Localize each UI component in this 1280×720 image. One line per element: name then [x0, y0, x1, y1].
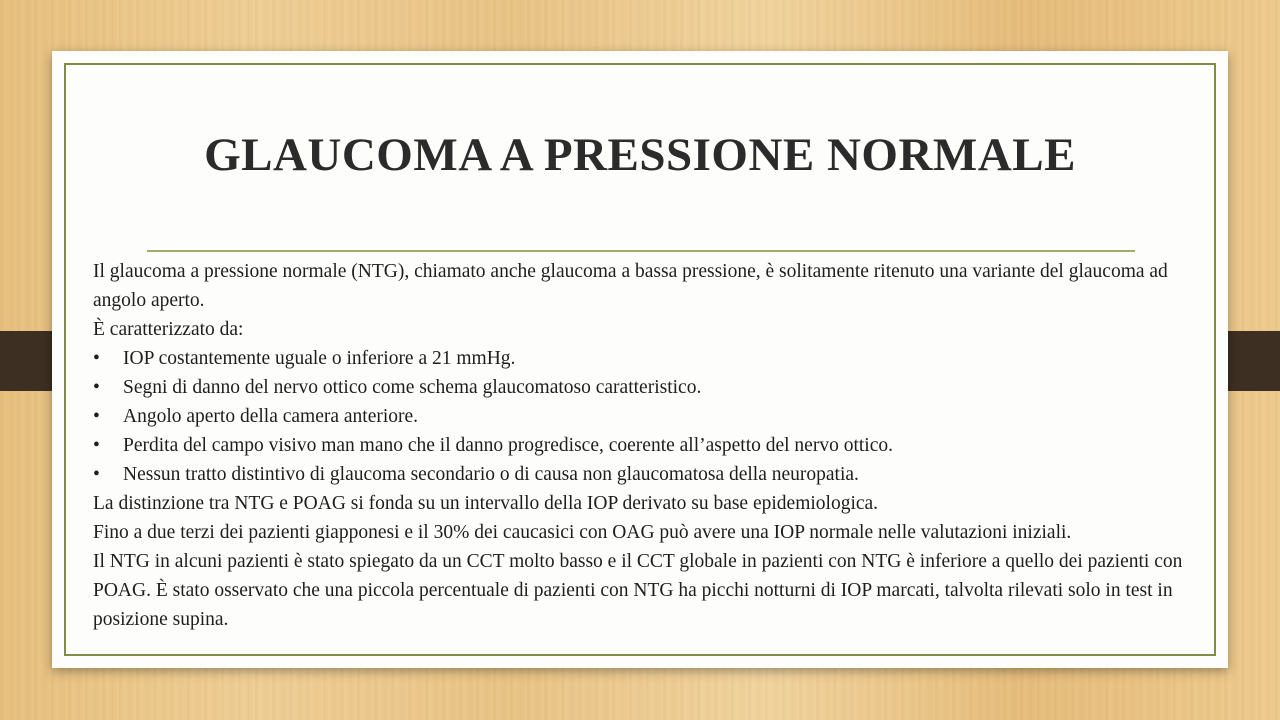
list-item-text: Nessun tratto distintivo di glaucoma secondario o di causa non glaucomatosa della neuropatia. — [123, 464, 859, 485]
distinction-paragraph: La distinzione tra NTG e POAG si fonda su un intervallo della IOP derivato su base epidemiologica. — [93, 493, 879, 514]
criteria-list — [93, 344, 1191, 489]
list-item — [93, 460, 1191, 489]
list-item-text: Angolo aperto della camera anteriore. — [123, 406, 419, 427]
list-item-text: Perdita del campo visivo man mano che il danno progredisce, coerente all’aspetto del nervo ottico. — [123, 435, 893, 456]
cct-paragraph: Il NTG in alcuni pazienti è stato spiegato da un CCT molto basso e il CCT globale in pazienti con NTG è inferiore a quello dei pazienti con POAG. È stato osservato che una piccola percentuale di pazienti con NTG ha picchi notturni di IOP marcati, talvolta rilevati solo in test in posizione supina. — [93, 551, 1183, 630]
bullet-icon: • — [93, 435, 100, 456]
intro-paragraph: Il glaucoma a pressione normale (NTG), chiamato anche glaucoma a bassa pressione, è solitamente ritenuto una variante del glaucoma ad angolo aperto. — [93, 261, 1168, 311]
list-item — [93, 344, 1191, 373]
list-item — [93, 373, 1191, 402]
bullet-icon: • — [93, 464, 100, 485]
list-item — [93, 431, 1191, 460]
prevalence-paragraph: Fino a due terzi dei pazienti giapponesi e il 30% dei caucasici con OAG può avere una IOP normale nelle valutazioni iniziali. — [93, 522, 1072, 543]
list-item-text: Segni di danno del nervo ottico come schema glaucomatoso caratteristico. — [123, 377, 702, 398]
bullet-icon: • — [93, 377, 100, 398]
slide-title: GLAUCOMA A PRESSIONE NORMALE — [204, 129, 1076, 181]
left-dark-band — [0, 331, 53, 391]
title-underline — [147, 250, 1135, 252]
characterized-by-label: È caratterizzato da: — [93, 319, 244, 340]
slide-body — [93, 257, 1191, 634]
list-item-text: IOP costantemente uguale o inferiore a 21 mmHg. — [123, 348, 516, 369]
bullet-icon: • — [93, 348, 100, 369]
bullet-icon: • — [93, 406, 100, 427]
list-item — [93, 402, 1191, 431]
